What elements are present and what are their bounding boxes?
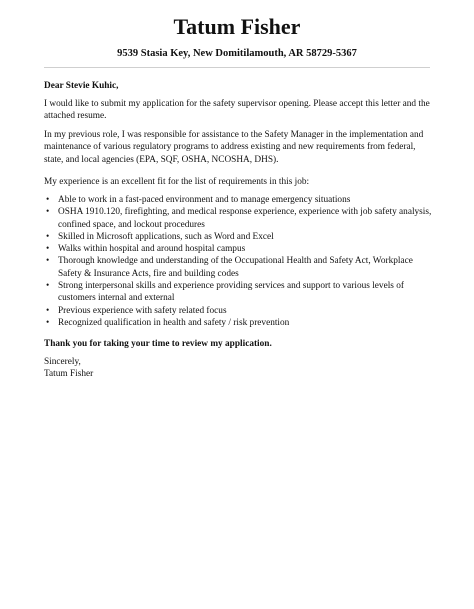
bullet-icon: •	[46, 281, 50, 292]
list-item-text: Recognized qualification in health and safety / risk prevention	[58, 317, 290, 328]
list-item-text: Skilled in Microsoft applications, such as Word and Excel	[58, 231, 274, 242]
list-item-text: Able to work in a fast-paced environment and to manage emergency situations	[58, 195, 351, 205]
list-item-text: Previous experience with safety related focus	[58, 305, 227, 316]
requirements-intro: My experience is an excellent fit for the list of requirements in this job:	[44, 177, 310, 187]
list-item	[44, 317, 436, 329]
bullet-icon: •	[46, 195, 50, 205]
bullet-icon: •	[46, 256, 50, 267]
experience-paragraph: In my previous role, I was responsible for assistance to the Safety Manager in the implementation and maintenance of various regulatory programs to address existing and new requirements from federal, state, and local agencies (EPA, SQF, OSHA, NCOSHA, DHS).	[44, 130, 424, 165]
list-item-text: Walks within hospital and around hospital campus	[58, 244, 246, 255]
intro-paragraph: I would like to submit my application for the safety supervisor opening. Please accept this letter and the attached resume.	[44, 99, 430, 122]
bullet-icon: •	[46, 244, 50, 255]
bullet-icon: •	[46, 231, 50, 242]
thanks-line: Thank you for taking your time to review my application.	[44, 339, 272, 349]
bullet-icon: •	[46, 207, 50, 218]
list-item	[44, 194, 436, 206]
list-item	[44, 305, 436, 317]
closing: Sincerely,	[44, 357, 81, 367]
signature: Tatum Fisher	[44, 369, 94, 379]
list-item	[44, 255, 436, 280]
list-item-text: OSHA 1910.120, firefighting, and medical response experience, experience with job safety analysis, confined space, and lockout procedures	[58, 207, 432, 230]
bullet-icon: •	[46, 317, 50, 328]
applicant-address: 9539 Stasia Key, New Domitilamouth, AR 58729-5367	[117, 48, 357, 59]
list-item-text: Thorough knowledge and understanding of the Occupational Health and Safety Act, Workplace Safety & Insurance Acts, fire and building codes	[58, 256, 413, 279]
requirements-list	[44, 194, 436, 329]
list-item	[44, 231, 436, 243]
applicant-name: Tatum Fisher	[173, 14, 301, 39]
bullet-icon: •	[46, 305, 50, 316]
list-item	[44, 243, 436, 255]
salutation: Dear Stevie Kuhic,	[44, 81, 119, 91]
list-item-text: Strong interpersonal skills and experience providing services and support to various levels of customers internal and external	[58, 281, 404, 304]
list-item	[44, 206, 436, 231]
header-divider	[44, 67, 430, 68]
list-item	[44, 280, 436, 305]
